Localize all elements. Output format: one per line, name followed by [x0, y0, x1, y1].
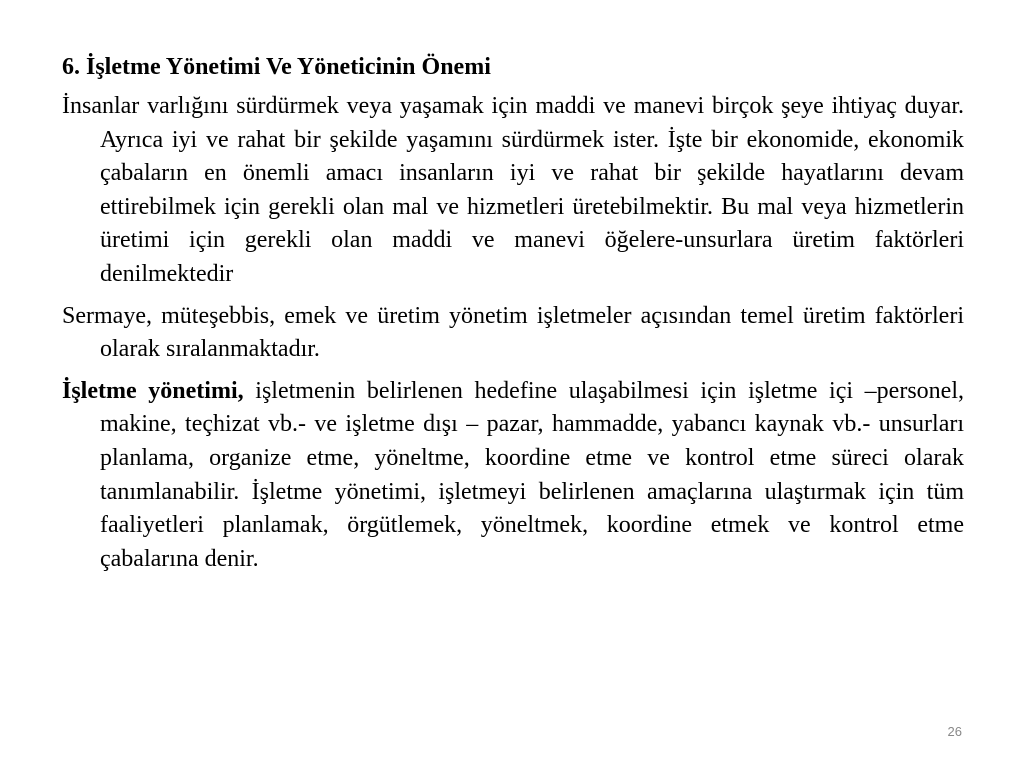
paragraph-business-management: [62, 375, 964, 577]
paragraph-basic-factors: [62, 300, 964, 367]
paragraph-text: Sermaye, müteşebbis, emek ve üretim yönetim işletmeler açısından temel üretim faktörleri olarak sıralanmaktadır.: [62, 302, 964, 363]
slide-heading: 6. İşletme Yönetimi Ve Yöneticinin Önemi: [62, 54, 491, 80]
slide-content: [62, 51, 964, 584]
paragraph-production-factors: [62, 90, 964, 292]
paragraph-lead-term: İşletme yönetimi,: [62, 377, 244, 404]
paragraph-text: işletmenin belirlenen hedefine ulaşabilmesi için işletme içi –personel, makine, teçhizat vb.- ve işletme dışı – pazar, hammadde, yabancı kaynak vb.- unsurları planlama, organize etme, yöneltme, koordine etme ve kontrol etme süreci olarak tanımlanabilir. İşletme yönetimi, işletmeyi belirlenen amaçlarına ulaştırmak için tüm faaliyetleri planlamak, örgütlemek, yöneltmek, koordine etmek ve kontrol etme çabalarına denir.: [100, 377, 964, 572]
page-number: 26: [947, 724, 962, 739]
paragraph-text: İnsanlar varlığını sürdürmek veya yaşamak için maddi ve manevi birçok şeye ihtiyaç duyar. Ayrıca iyi ve rahat bir şekilde yaşamını sürdürmek ister. İşte bir ekonomide, ekonomik çabaların en önemli amacı insanların iyi ve rahat bir şekilde hayatlarını devam ettirebilmek için gerekli olan mal ve hizmetleri üretebilmektir. Bu mal veya hizmetlerin üretimi için gerekli olan maddi ve manevi öğelere-unsurlara üretim faktörleri denilmektedir: [62, 93, 964, 287]
